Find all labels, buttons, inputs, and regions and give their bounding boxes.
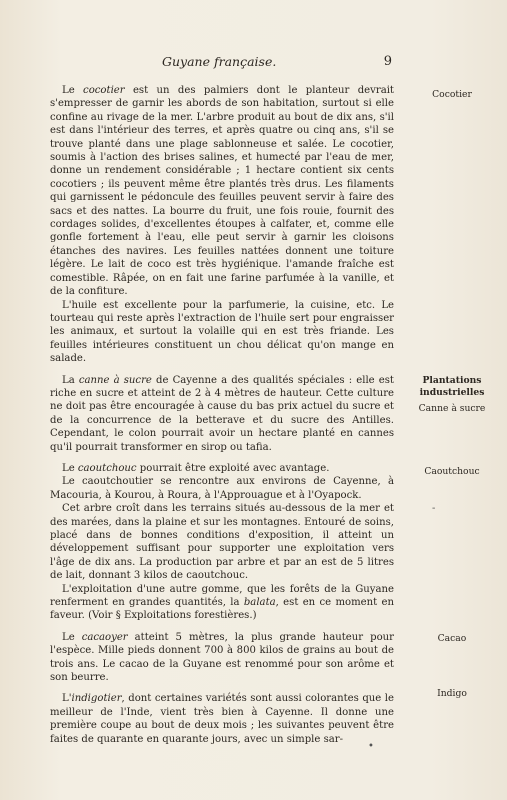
page-number: 9	[383, 54, 392, 69]
margin-note-indigo: Indigo	[437, 688, 467, 699]
running-title: Guyane française.	[162, 54, 277, 69]
paragraph-cacaoyer: Le cacaoyer atteint 5 mètres, la plus grande hauteur pour l'espèce. Mille pieds donnent 700 à 800 kilos de grains au bout de trois ans. Le cacao de la Guyane est renommé pour son arôme et son beurre.	[50, 631, 394, 684]
paragraph-canne: La canne à sucre de Cayenne a des qualités spéciales : elle est riche en sucre et atteint de 2 à 4 mètres de hauteur. Cette culture ne doit pas être encouragée à cause du bas prix actuel du sucre et de la concurrence de la betterave et du sucre des Antilles. Cependant, le colon pourrait avoir un hectare planté en cannes qu'il pourrait transformer en sirop ou tafia.	[50, 374, 394, 453]
body-text	[50, 84, 394, 746]
paragraph-huile: L'huile est excellente pour la parfumerie, la cuisine, etc. Le tourteau qui reste après l'extraction de l'huile sert pour engraisser les animaux, et surtout la volaille qui en est très friande. Les feuilles intérieures constituent un chou délicat qu'on mange en salade.	[50, 299, 394, 365]
paragraph-caoutchoutier: Le caoutchoutier se rencontre aux environs de Cayenne, à Macouria, à Kourou, à Roura, à l'Approuague et à l'Oyapock.	[50, 476, 394, 501]
margin-note-caoutchouc: Caoutchouc	[424, 466, 480, 477]
paragraph-cocotier: Le cocotier est un des palmiers dont le planteur devrait s'empresser de garnir les abords de son habitation, surtout si elle confine au rivage de la mer. L'arbre produit au bout de dix ans, s'il est dans l'intérieur des terres, et après quatre ou cinq ans, s'il se trouve planté dans une plage sablonneuse et salée. Le cocotier, soumis à l'action des brises salines, et humecté par l'eau de mer, donne un rendement considérable ; 1 hectare contient six cents cocotiers ; ils peuvent même être plantés très drus. Les filaments qui garnissent le pédoncule des feuilles peuvent servir à faire des sacs et des nattes. La bourre du fruit, une fois rouie, fournit des cordages solides, d'excellentes étoupes à calfater, et, comme elle gonfle fortement à l'eau, elle peut servir à garnir les cloisons étanches des navires. Les feuilles nattées donnent une toiture légère. Le lait de coco est très hygiénique. l'amande fraîche est comestible. Râpée, on en fait une farine parfumée à la vanille, et de la confiture.	[50, 85, 394, 298]
margin-mark: -	[432, 503, 436, 514]
paragraph-balata: L'exploitation d'une autre gomme, que les forêts de la Guyane renferment en grandes quantités, la balata, est en ce moment en faveur. (Voir § Exploitations forestières.)	[50, 583, 394, 622]
paragraph-indigotier: L'indigotier, dont certaines variétés sont aussi colorantes que le meilleur de l'Inde, vient très bien à Cayenne. Il donne une première coupe au bout de deux mois ; les suivantes peuvent être faites de quarante en quarante jours, avec un simple sar-	[50, 693, 394, 745]
page-bottom-mark: •	[368, 741, 374, 752]
margin-note-canne: Canne à sucre	[418, 403, 486, 414]
paragraph-caoutchouc: Le caoutchouc pourrait être exploité avec avantage.	[62, 462, 330, 474]
margin-note-cocotier: Cocotier	[432, 89, 472, 100]
margin-note-cacao: Cacao	[437, 633, 467, 644]
paragraph-arbre: Cet arbre croît dans les terrains situés au-dessous de la mer et des marées, dans la plaine et sur les montagnes. Entouré de soins, placé dans de bonnes conditions d'exposition, il atteint un développement suffisant pour supporter une exploitation vers l'âge de dix ans. La production par arbre et par an est de 5 litres de lait, donnant 3 kilos de caoutchouc.	[50, 503, 394, 582]
margin-note-plantations: Plantations industrielles	[419, 375, 485, 398]
